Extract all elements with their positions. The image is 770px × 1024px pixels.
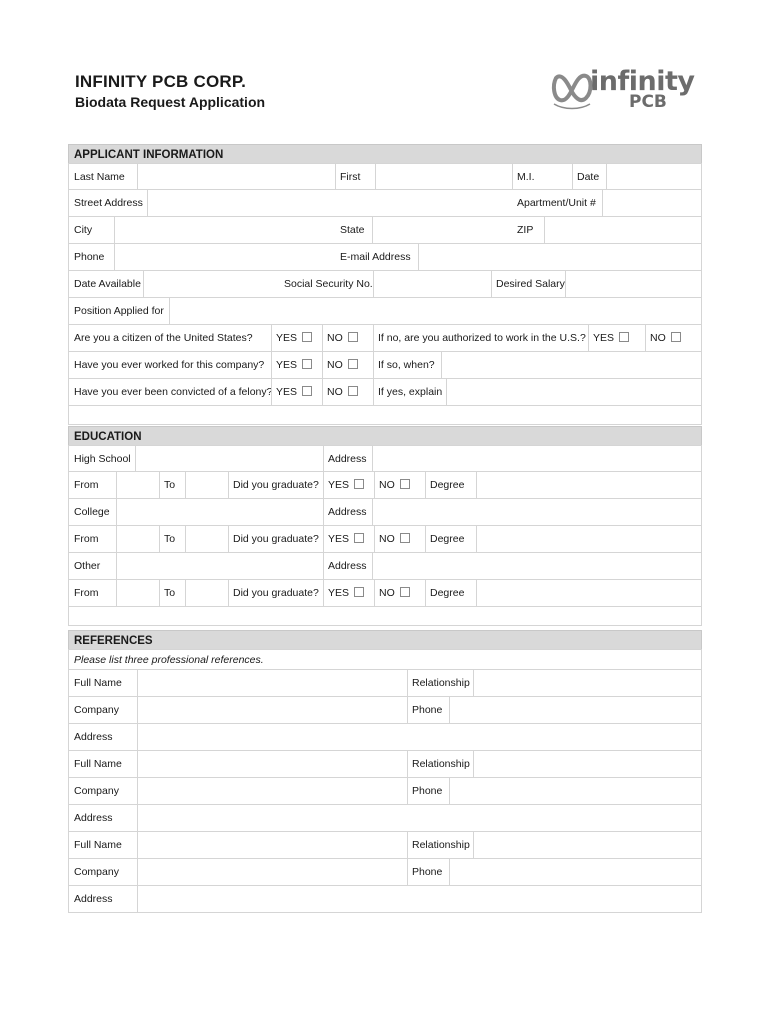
explain-field[interactable] <box>446 379 702 405</box>
graduate-yes[interactable] <box>323 580 364 606</box>
authorized-yes[interactable] <box>588 325 629 351</box>
city-label: City <box>74 224 93 236</box>
checkbox-icon <box>354 587 364 597</box>
college-row <box>68 499 702 526</box>
first-name-label: First <box>340 171 361 183</box>
address-label: Address <box>328 560 367 572</box>
yes-label: YES <box>593 332 615 344</box>
felony-no[interactable] <box>322 379 358 405</box>
full-name-field[interactable] <box>137 670 407 696</box>
address-label: Address <box>74 731 113 743</box>
reference-address-row <box>68 724 702 751</box>
position-label: Position Applied for <box>74 305 164 317</box>
address-field[interactable] <box>372 446 702 472</box>
worked-row <box>68 352 702 379</box>
ssn-field[interactable] <box>373 271 491 297</box>
salary-label: Desired Salary <box>496 278 565 290</box>
relationship-field[interactable] <box>473 832 702 858</box>
phone-field[interactable] <box>114 244 335 270</box>
reference-address-row <box>68 886 702 913</box>
address-field[interactable] <box>137 805 702 831</box>
company-field[interactable] <box>137 697 407 723</box>
checkbox-icon <box>302 386 312 396</box>
explain-label: If yes, explain <box>378 386 443 398</box>
reference-name-row <box>68 670 702 697</box>
position-field[interactable] <box>169 298 702 324</box>
no-label: NO <box>379 533 395 545</box>
worked-yes[interactable] <box>271 352 312 378</box>
section-header: REFERENCES <box>68 630 702 649</box>
checkbox-icon <box>354 533 364 543</box>
to-label: To <box>164 533 176 545</box>
high-school-row <box>68 445 702 472</box>
last-name-label: Last Name <box>74 171 125 183</box>
state-label: State <box>340 224 365 236</box>
from-field[interactable] <box>116 472 159 498</box>
citizen-yes[interactable] <box>271 325 312 351</box>
graduate-yes[interactable] <box>323 472 364 498</box>
yes-label: YES <box>276 332 298 344</box>
company-label: Company <box>74 785 119 797</box>
degree-field[interactable] <box>476 526 702 552</box>
to-field[interactable] <box>185 472 228 498</box>
mi-label: M.I. <box>517 171 535 183</box>
date-label: Date <box>577 171 600 183</box>
graduate-question: Did you graduate? <box>233 479 319 491</box>
relationship-label: Relationship <box>412 758 470 770</box>
checkbox-icon <box>671 332 681 342</box>
no-label: NO <box>327 332 343 344</box>
college-field[interactable] <box>116 499 323 525</box>
address-label: Address <box>328 506 367 518</box>
reference-address-row <box>68 805 702 832</box>
no-label: NO <box>379 479 395 491</box>
date-field[interactable] <box>606 164 702 190</box>
citizen-question: Are you a citizen of the United States? <box>74 332 253 344</box>
zip-label: ZIP <box>517 224 534 236</box>
relationship-field[interactable] <box>473 670 702 696</box>
address-label: Address <box>74 893 113 905</box>
salary-field[interactable] <box>565 271 702 297</box>
checkbox-icon <box>400 587 410 597</box>
reference-company-row <box>68 859 702 886</box>
references-section <box>68 630 702 913</box>
address-field[interactable] <box>137 724 702 750</box>
section-header: EDUCATION <box>68 426 702 445</box>
phone-label: Phone <box>412 866 443 878</box>
no-label: NO <box>327 359 343 371</box>
felony-question: Have you ever been convicted of a felony? <box>74 386 273 398</box>
spacer-row <box>68 607 702 626</box>
phone-field[interactable] <box>449 697 702 723</box>
dates-row <box>68 580 702 607</box>
graduate-no[interactable] <box>374 472 410 498</box>
authorized-question: If no, are you authorized to work in the U.S.? <box>378 332 586 344</box>
dates-row <box>68 472 702 499</box>
when-label: If so, when? <box>378 359 435 371</box>
when-field[interactable] <box>441 352 702 378</box>
to-label: To <box>164 479 176 491</box>
checkbox-icon <box>400 479 410 489</box>
phone-label: Phone <box>412 704 443 716</box>
from-label: From <box>74 587 99 599</box>
high-school-label: High School <box>74 453 131 465</box>
other-label: Other <box>74 560 101 572</box>
worked-no[interactable] <box>322 352 358 378</box>
address-field[interactable] <box>372 499 702 525</box>
company-label: Company <box>74 704 119 716</box>
yes-label: YES <box>276 386 298 398</box>
reference-name-row <box>68 751 702 778</box>
address-field[interactable] <box>372 553 702 579</box>
address-label: Address <box>74 812 113 824</box>
checkbox-icon <box>354 479 364 489</box>
full-name-field[interactable] <box>137 832 407 858</box>
checkbox-icon <box>619 332 629 342</box>
phone-row <box>68 244 702 271</box>
other-row <box>68 553 702 580</box>
section-header: APPLICANT INFORMATION <box>68 144 702 163</box>
checkbox-icon <box>348 359 358 369</box>
apt-label: Apartment/Unit # <box>517 197 596 209</box>
reference-name-row <box>68 832 702 859</box>
degree-label: Degree <box>430 533 465 545</box>
street-label: Street Address <box>74 197 143 209</box>
company-logo <box>550 64 700 116</box>
worked-question: Have you ever worked for this company? <box>74 359 265 371</box>
full-name-label: Full Name <box>74 677 122 689</box>
email-label: E-mail Address <box>340 251 411 263</box>
phone-field[interactable] <box>449 859 702 885</box>
graduate-no[interactable] <box>374 580 410 606</box>
email-field[interactable] <box>418 244 702 270</box>
no-label: NO <box>379 587 395 599</box>
to-field[interactable] <box>185 580 228 606</box>
yes-label: YES <box>276 359 298 371</box>
references-note-row <box>68 649 702 670</box>
no-label: NO <box>327 386 343 398</box>
checkbox-icon <box>400 533 410 543</box>
graduate-question: Did you graduate? <box>233 533 319 545</box>
education-section <box>68 426 702 626</box>
first-name-field[interactable] <box>375 164 512 190</box>
relationship-field[interactable] <box>473 751 702 777</box>
graduate-question: Did you graduate? <box>233 587 319 599</box>
relationship-label: Relationship <box>412 839 470 851</box>
checkbox-icon <box>348 332 358 342</box>
to-field[interactable] <box>185 526 228 552</box>
position-row <box>68 298 702 325</box>
company-label: Company <box>74 866 119 878</box>
logo-wordmark: infinity <box>590 66 695 97</box>
phone-label: Phone <box>412 785 443 797</box>
references-note: Please list three professional references. <box>74 654 264 666</box>
city-field[interactable] <box>114 217 335 243</box>
from-label: From <box>74 533 99 545</box>
yes-label: YES <box>328 533 350 545</box>
graduate-yes[interactable] <box>323 526 364 552</box>
yes-label: YES <box>328 479 350 491</box>
degree-field[interactable] <box>476 580 702 606</box>
address-field[interactable] <box>137 886 702 912</box>
checkbox-icon <box>348 386 358 396</box>
address-label: Address <box>328 453 367 465</box>
phone-field[interactable] <box>449 778 702 804</box>
high-school-field[interactable] <box>135 446 323 472</box>
last-name-field[interactable] <box>137 164 335 190</box>
ssn-label: Social Security No. <box>284 278 373 290</box>
yes-label: YES <box>328 587 350 599</box>
from-field[interactable] <box>116 526 159 552</box>
form-title: Biodata Request Application <box>75 94 266 110</box>
degree-field[interactable] <box>476 472 702 498</box>
spacer-row <box>68 406 702 425</box>
authorized-no[interactable] <box>645 325 681 351</box>
checkbox-icon <box>302 359 312 369</box>
date-available-field[interactable] <box>143 271 279 297</box>
phone-label: Phone <box>74 251 105 263</box>
full-name-field[interactable] <box>137 751 407 777</box>
city-row <box>68 217 702 244</box>
full-name-label: Full Name <box>74 758 122 770</box>
degree-label: Degree <box>430 587 465 599</box>
company-field[interactable] <box>137 859 407 885</box>
applicant-section <box>68 144 702 425</box>
citizen-no[interactable] <box>322 325 358 351</box>
no-label: NO <box>650 332 666 344</box>
street-row <box>68 190 702 217</box>
reference-company-row <box>68 778 702 805</box>
from-label: From <box>74 479 99 491</box>
zip-field[interactable] <box>544 217 702 243</box>
graduate-no[interactable] <box>374 526 410 552</box>
company-name: INFINITY PCB CORP. <box>75 72 247 91</box>
state-field[interactable] <box>372 217 512 243</box>
availability-row <box>68 271 702 298</box>
degree-label: Degree <box>430 479 465 491</box>
full-name-label: Full Name <box>74 839 122 851</box>
other-field[interactable] <box>116 553 323 579</box>
citizen-row <box>68 325 702 352</box>
reference-company-row <box>68 697 702 724</box>
checkbox-icon <box>302 332 312 342</box>
apt-field[interactable] <box>602 190 702 216</box>
dates-row <box>68 526 702 553</box>
logo-subtext: PCB <box>629 92 667 112</box>
date-available-label: Date Available <box>74 278 141 290</box>
from-field[interactable] <box>116 580 159 606</box>
street-field[interactable] <box>147 190 512 216</box>
felony-row <box>68 379 702 406</box>
college-label: College <box>74 506 110 518</box>
name-row <box>68 163 702 190</box>
felony-yes[interactable] <box>271 379 312 405</box>
relationship-label: Relationship <box>412 677 470 689</box>
to-label: To <box>164 587 176 599</box>
company-field[interactable] <box>137 778 407 804</box>
